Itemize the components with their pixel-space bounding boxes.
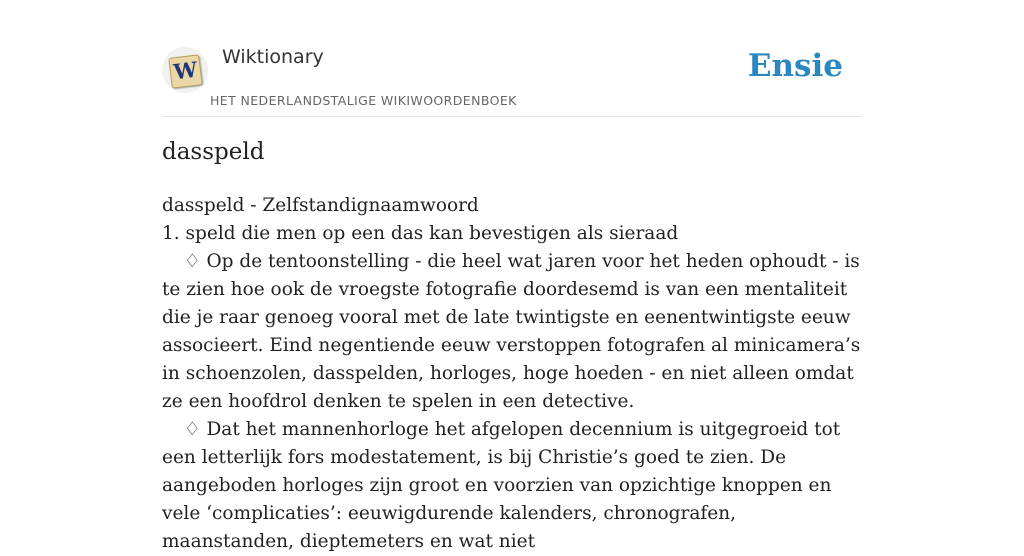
site-tagline: HET NEDERLANDSTALIGE WIKIWOORDENBOEK: [210, 93, 517, 108]
site-header: [162, 44, 862, 117]
example-sentence: ♢ Op de tentoonstelling - die heel wat jaren voor het heden ophoudt - is te zien hoe ook de vroegste fotografie doordesemd is van een mentaliteit die je raar genoeg vooral met de late twintigste en eenentwintigste eeuw associeert. Eind negentiende eeuw verstoppen fotografen al minicamera’s in schoenzolen, dasspelden, horloges, hoge hoeden - en niet alleen omdat ze een hoofdrol denken te spelen in een detective.: [162, 251, 861, 412]
ensie-brand-link[interactable]: Ensie: [747, 48, 843, 84]
page-title: dasspeld: [162, 139, 265, 165]
part-of-speech-line: dasspeld - Zelfstandignaamwoord: [162, 195, 479, 216]
example-sentence: ♢ Dat het mannenhorloge het afgelopen decennium is uitgegroeid tot een letterlijk fors modestatement, is bij Christie’s goed te zien. De aangeboden horloges zijn groot en voorzien van opzichtige knoppen en vele ‘complicaties’: eeuwigdurende kalenders, chronografen, maanstanden, dieptemeters en wat niet: [162, 419, 841, 552]
entry-content: [162, 192, 862, 556]
wiktionary-logo[interactable]: [162, 47, 208, 93]
site-name[interactable]: Wiktionary: [222, 46, 324, 68]
logo-tile-icon: [168, 54, 203, 89]
definition: 1. speld die men op een das kan bevestigen als sieraad: [162, 223, 679, 244]
logo-letter: W: [172, 56, 199, 85]
